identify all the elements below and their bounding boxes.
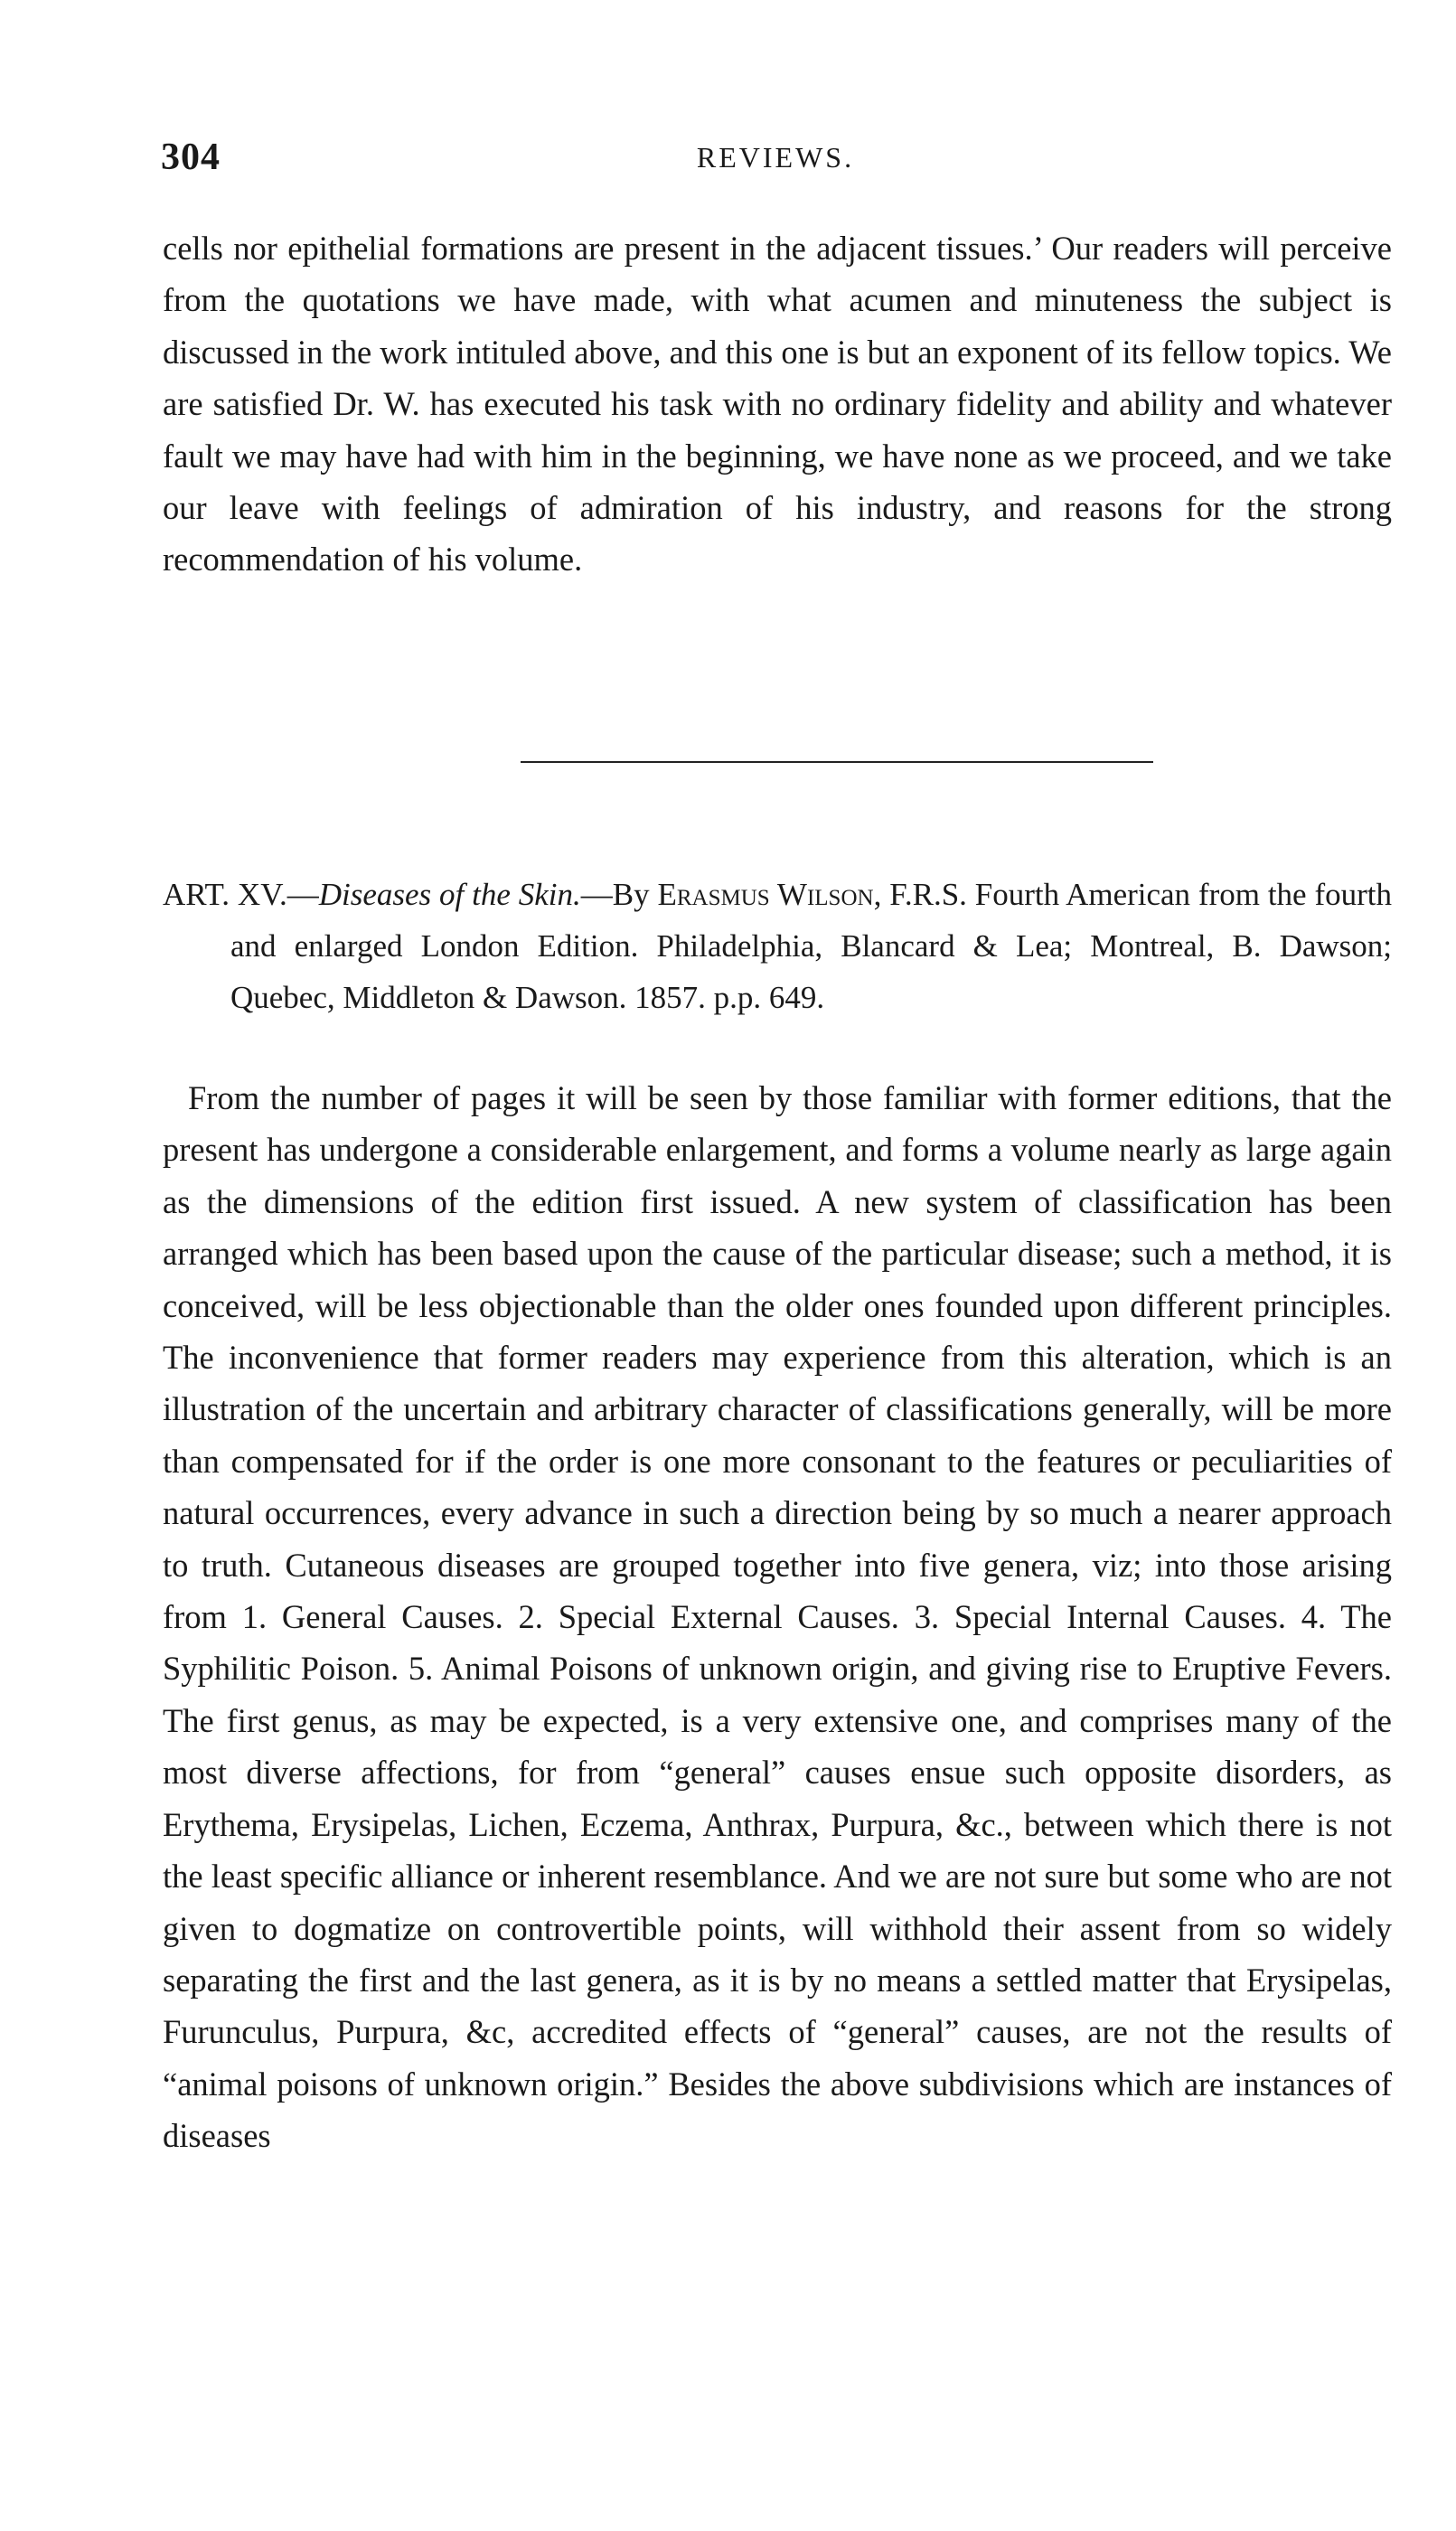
page-number: 304 [161, 136, 221, 178]
article-by: —By [580, 877, 658, 912]
running-head [161, 136, 1390, 190]
article-heading [163, 869, 1392, 1023]
section-divider-rule [521, 761, 1153, 763]
running-title: REVIEWS. [696, 141, 855, 174]
article-citation: , F.R.S. Fourth American from the fourth and enlarged London Edition. Philadelphia, Blancard & Lea; Montreal, B. Dawson; Quebec, Middleton & Dawson. 1857. p.p. 649. [230, 877, 1392, 1015]
review-body-paragraph: From the number of pages it will be seen by those familiar with former editions, that the present has undergone a considerable enlargement, and forms a volume nearly as large again as the dimensions of the edition first issued. A new system of classification has been arranged which has been based upon the cause of the particular disease; such a method, it is conceived, will be less objectionable than the older ones founded upon different principles. The inconvenience that former readers may experience from this alteration, which is an illustration of the uncertain and arbitrary character of classifications generally, will be more than compensated for if the order is one more consonant to the features or peculiarities of natural occurrences, every advance in such a direction being by so much a nearer approach to truth. Cutaneous diseases are grouped together into five genera, viz; into those arising from 1. General Causes. 2. Special External Causes. 3. Special Internal Causes. 4. The Syphilitic Poison. 5. Animal Poisons of unknown origin, and giving rise to Eruptive Fevers. The first genus, as may be expected, is a very extensive one, and comprises many of the most diverse affections, for from “general” causes ensue such opposite disorders, as Erythema, Erysipelas, Lichen, Eczema, Anthrax, Purpura, &c., between which there is not the least specific alliance or inherent resemblance. And we are not sure but some who are not given to dogmatize on controvertible points, will withhold their assent from so widely separating the first and the last genera, as it is by no means a settled matter that Erysipelas, Furunculus, Purpura, &c, accredited effects of “general” causes, are not the results of “animal poisons of unknown origin.” Besides the above subdivisions which are instances of diseases [163, 1079, 1392, 2155]
continued-review-paragraph: cells nor epithelial formations are present in the adjacent tissues.’ Our readers will perceive from the quotations we have made, with what acumen and minuteness the subject is discussed in the work intituled above, and this one is but an exponent of its fellow topics. We are satisfied Dr. W. has executed his task with no ordinary fidelity and ability and whatever fault we may have had with him in the beginning, we have none as we proceed, and we take our leave with feelings of admiration of his industry, and reasons for the strong recommendation of his volume. [163, 230, 1392, 579]
article-author: Erasmus Wilson [657, 877, 874, 912]
book-title: Diseases of the Skin. [318, 877, 581, 912]
article-label: ART. XV.— [163, 877, 319, 912]
